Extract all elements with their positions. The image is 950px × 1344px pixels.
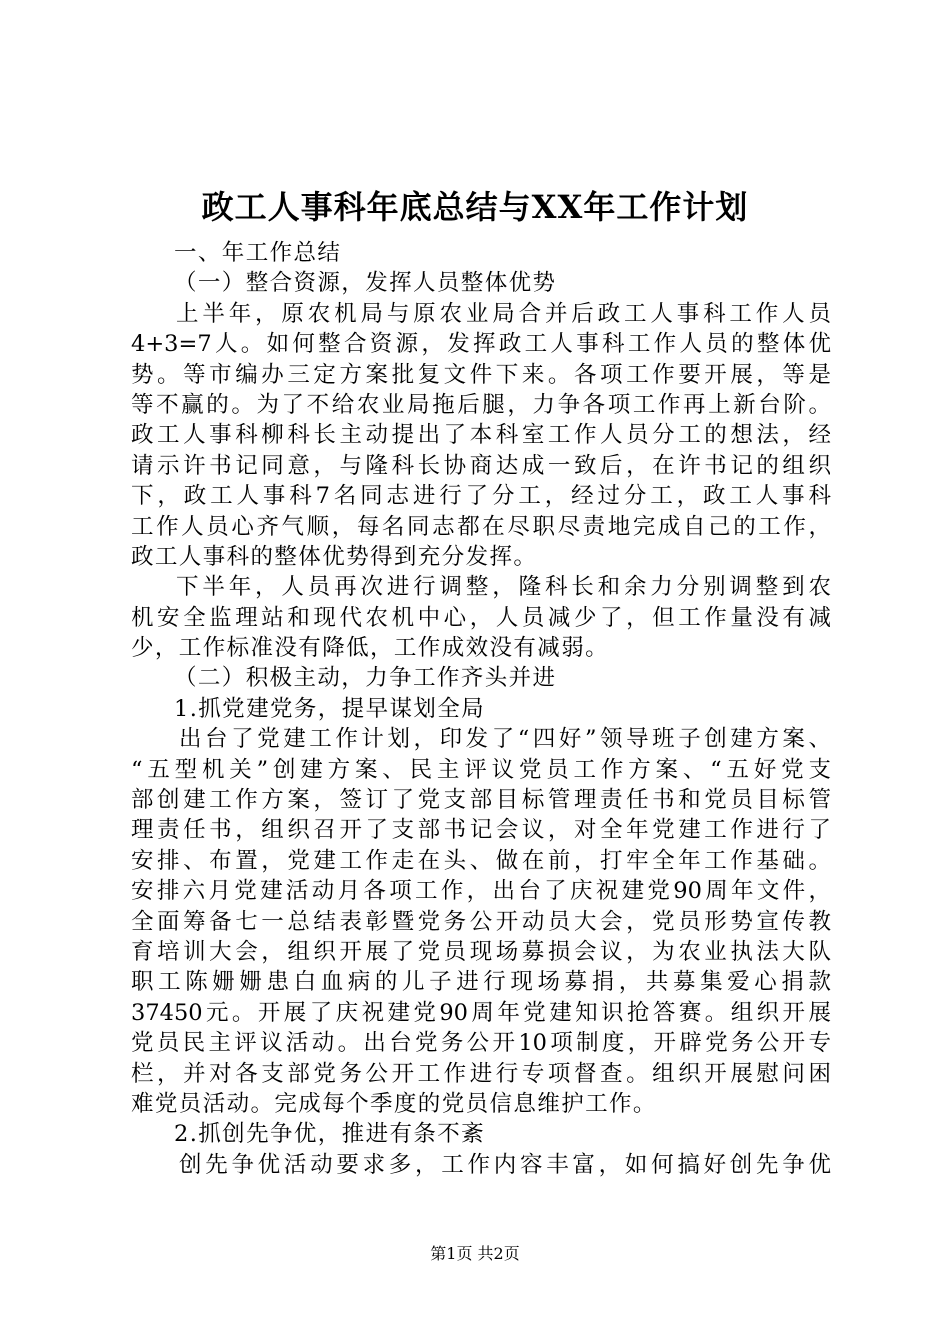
- paragraph-line: “五型机关”创建方案、民主评议党员工作方案、“五好党支: [131, 756, 831, 783]
- item-heading-1: 1.抓党建党务，提早谋划全局: [174, 695, 486, 722]
- paragraph-line: 请示许书记同意，与隆科长协商达成一致后，在许书记的组织: [131, 452, 831, 479]
- paragraph-line: 机安全监理站和现代农机中心，人员减少了，但工作量没有减: [131, 604, 831, 631]
- document-title: 政工人事科年底总结与XX年工作计划: [201, 188, 749, 226]
- paragraph-line: 政工人事科柳科长主动提出了本科室工作人员分工的想法，经: [131, 422, 831, 449]
- paragraph-line: 职工陈姗姗患白血病的儿子进行现场募捐，共募集爱心捐款: [131, 969, 831, 996]
- page-number-footer: 第1页 共2页: [430, 1244, 520, 1263]
- paragraph-line: 少，工作标准没有降低，工作成效没有减弱。: [131, 635, 610, 662]
- paragraph-line: 下，政工人事科7名同志进行了分工，经过分工，政工人事科: [131, 483, 831, 510]
- paragraph-line: 难党员活动。完成每个季度的党员信息维护工作。: [131, 1090, 657, 1117]
- section-heading-annual-summary: 一、年工作总结: [174, 240, 342, 266]
- paragraph-line: 势。等市编办三定方案批复文件下来。各项工作要开展，等是: [131, 361, 831, 388]
- paragraph-line: 全面筹备七一总结表彰暨党务公开动员大会，党员形势宣传教: [131, 908, 831, 935]
- paragraph-line: 栏，并对各支部党务公开工作进行专项督查。组织开展慰问困: [131, 1060, 831, 1087]
- paragraph-line: 上半年，原农机局与原农业局合并后政工人事科工作人员: [176, 300, 831, 327]
- paragraph-line: 创先争优活动要求多，工作内容丰富，如何搞好创先争优: [179, 1151, 831, 1178]
- paragraph-line: 党员民主评议活动。出台党务公开10项制度，开辟党务公开专: [131, 1030, 831, 1057]
- item-heading-2: 2.抓创先争优，推进有条不紊: [174, 1121, 486, 1148]
- paragraph-line: 育培训大会，组织开展了党员现场募损会议，为农业执法大队: [131, 938, 831, 965]
- paragraph-line: 工作人员心齐气顺，每名同志都在尽职尽责地完成自己的工作，: [131, 513, 831, 540]
- paragraph-line: 4+3=7人。如何整合资源，发挥政工人事科工作人员的整体优: [131, 331, 831, 358]
- paragraph-line: 理责任书，组织召开了支部书记会议，对全年党建工作进行了: [131, 817, 831, 844]
- paragraph-line: 下半年，人员再次进行调整，隆科长和余力分别调整到农: [176, 574, 831, 601]
- paragraph-line: 部创建工作方案，签订了党支部目标管理责任书和党员目标管: [131, 787, 831, 814]
- subsection-heading-1: （一）整合资源，发挥人员整体优势: [174, 270, 557, 297]
- paragraph-line: 出台了党建工作计划，印发了“四好”领导班子创建方案、: [179, 726, 831, 753]
- paragraph-line: 37450元。开展了庆祝建党90周年党建知识抢答赛。组织开展: [131, 999, 831, 1026]
- paragraph-line: 安排六月党建活动月各项工作，出台了庆祝建党90周年文件，: [131, 878, 831, 905]
- paragraph-line: 安排、布置，党建工作走在头、做在前，打牢全年工作基础。: [131, 847, 831, 874]
- paragraph-line: 等不赢的。为了不给农业局拖后腿，力争各项工作再上新台阶。: [131, 391, 831, 418]
- document-body: [131, 238, 831, 1180]
- paragraph-line: 政工人事科的整体优势得到充分发挥。: [131, 543, 538, 570]
- subsection-heading-2: （二）积极主动，力争工作齐头并进: [174, 665, 557, 692]
